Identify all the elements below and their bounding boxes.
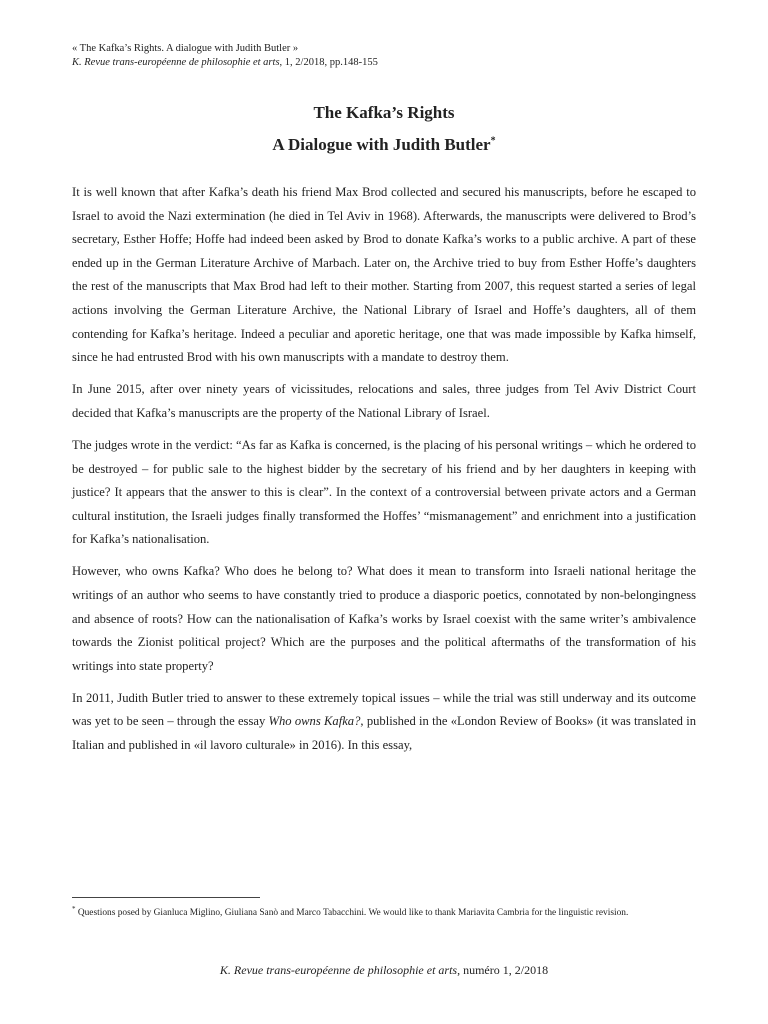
paragraph-1: It is well known that after Kafka’s death his friend Max Brod collected and secured his manuscripts, before he escaped to Israel to avoid the Nazi extermination (he died in Tel Aviv in 1968). Afterwards, the manuscripts were delivered to Brod’s secretary, Esther Hoffe; Hoffe had indeed been asked by Brod to donate Kafka’s works to a public archive. A part of these ended up in the German Literature Archive of Marbach. Later on, the Archive tried to buy from Esther Hoffe’s daughters the rest of the manuscripts that Max Brod had left to their mother. Starting from 2007, this request started a series of legal actions involving the German Literature Archive, the National Library of Israel and Hoffe’s daughters, all of them contending for Kafka’s heritage. Indeed a peculiar and aporetic heritage, one that was made impossible by Kafka himself, since he had entrusted Brod with his own manuscripts with a mandate to destroy them. [72, 185, 696, 365]
article-subtitle [0, 132, 768, 158]
essay-title-italic: Who owns Kafka? [268, 714, 361, 729]
footnote-mark: * [72, 904, 76, 913]
paragraph-5-end: , published in the «London Review of Books» (it was translated in Italian and published in «il lavoro culturale» in 2016). In this essay, [72, 714, 697, 753]
article-title: The Kafka’s Rights [313, 103, 455, 122]
footnote [72, 903, 696, 924]
footer-issue: , numéro 1, 2/2018 [457, 963, 549, 977]
title-block [0, 100, 768, 158]
page-footer [0, 963, 768, 978]
paragraph-5 [72, 687, 696, 758]
footnote-separator [72, 897, 260, 898]
header-article-title: « The Kafka’s Rights. A dialogue with Judith Butler » [72, 43, 299, 54]
paragraph-4: However, who owns Kafka? Who does he belong to? What does it mean to transform into Israeli national heritage the writings of an author who seems to have constantly tried to produce a diasporic poetics, connotated by non-belongingness and absence of roots? How can the nationalisation of Kafka’s works by Israel coexist with the same writer’s ambivalence towards the Zionist political project? Which are the purposes and the political aftermaths of the transformation of his writings into state property? [72, 564, 696, 673]
title-footnote-mark: * [490, 135, 496, 147]
paragraph-2: In June 2015, after over ninety years of vicissitudes, relocations and sales, three judges from Tel Aviv District Court decided that Kafka’s manuscripts are the property of the National Library of Israel. [72, 382, 696, 420]
header-citation [72, 56, 378, 70]
header-journal-name: K. Revue trans-européenne de philosophie et arts [72, 57, 280, 68]
paragraph-5-start: In 2011, Judith Butler tried to answer to these extremely topical issues – while the trial was still underway and its outcome was yet to be seen – through the essay [72, 690, 696, 729]
article-subtitle-text: A Dialogue with Judith Butler [272, 135, 491, 154]
header-citation-rest: , 1, 2/2018, pp.148-155 [279, 57, 378, 68]
article-body [72, 181, 696, 766]
paragraph-3: The judges wrote in the verdict: “As far as Kafka is concerned, is the placing of his personal writings – which he ordered to be destroyed – for public sale to the highest bidder by the secretary of his friend and by her daughters in keeping with justice? It appears that the answer to this is clear”. In the context of a controversial between private actors and a German cultural institution, the Israeli judges finally transformed the Hoffes’ “mismanagement” and enrichment into a justification for Kafka’s nationalisation. [72, 437, 696, 547]
footer-journal-name: K. Revue trans-européenne de philosophie et arts [219, 963, 458, 977]
running-header [72, 42, 378, 70]
footnote-text: Questions posed by Gianluca Miglino, Giuliana Sanò and Marco Tabacchini. We would like to thank Mariavita Cambria for the linguistic revision. [75, 908, 629, 918]
